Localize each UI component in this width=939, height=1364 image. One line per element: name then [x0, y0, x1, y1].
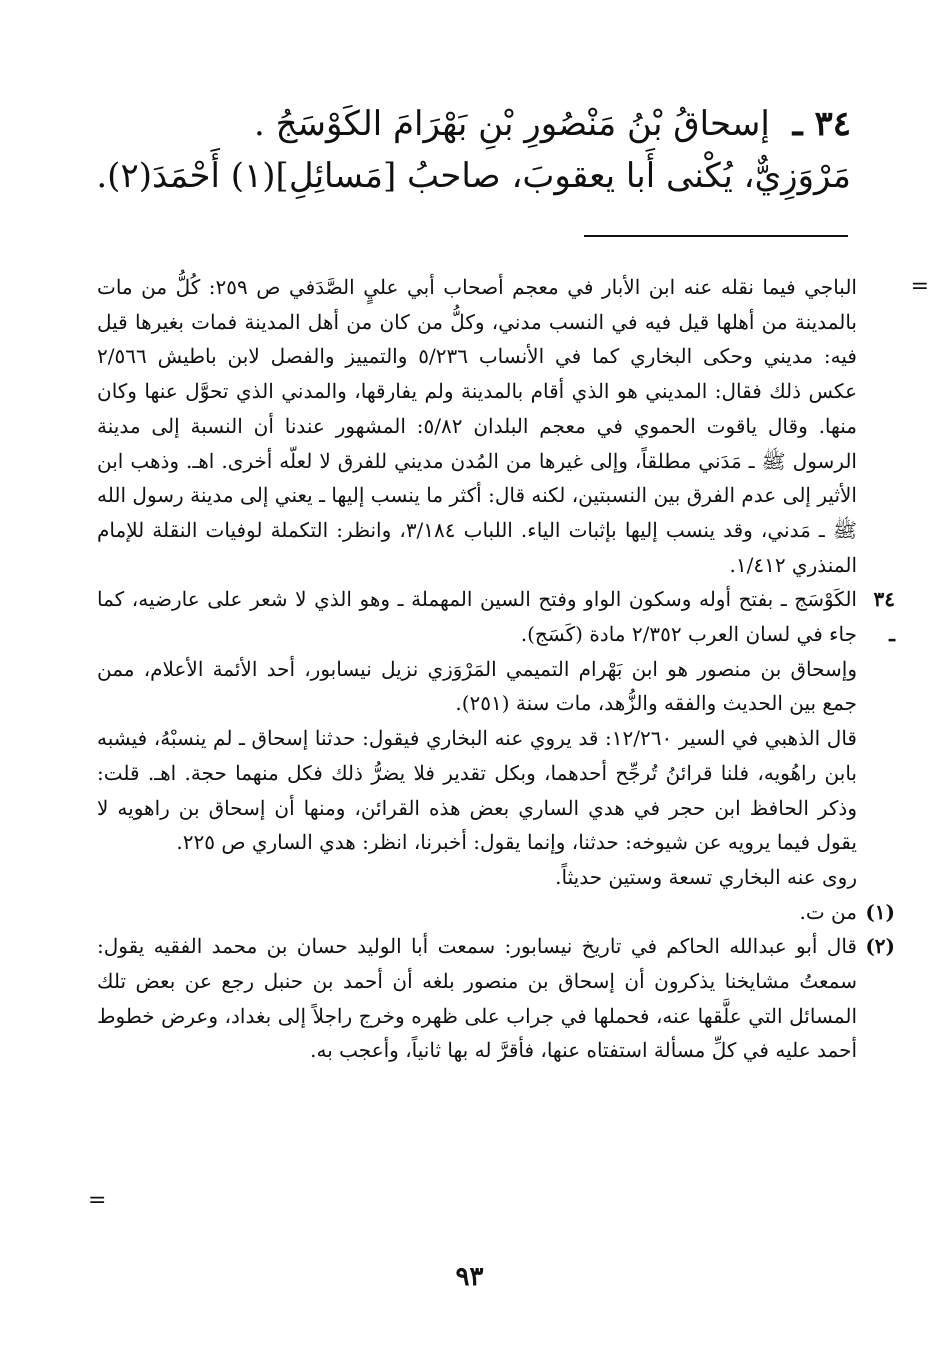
footnote-text: قال أبو عبدالله الحاكم في تاريخ نيسابور: سمعت أبا الوليد حسان بن محمد الفقيه يقول: سمعتُ مشايخنا يذكرون أن إسحاق بن منصور بلغه أن أحمد بن حنبل رجع عن بعض تلك المسائل التي علَّقها عنه، فحملها في جراب على ظهره وخرج راجلاً إلى بغداد، وعرض خطوط أحمد عليه في كلِّ مسألة استفتاه عنها، فأقرَّ له بها ثانياً، وأعجب به.	[97, 934, 857, 1063]
footnote-marker: ٣٤ ـ	[873, 587, 895, 647]
footnote-text: وإسحاق بن منصور هو ابن بَهْرام التميمي المَرْوَزي نزيل نيسابور، أحد الأئمة الأعلام، ممن جمع بين الحديث والفقه والزُّهد، مات سنة (٢٥١).	[97, 656, 857, 716]
end-continuation-mark: =	[88, 1188, 107, 1213]
entry-heading	[91, 98, 851, 202]
footnote-text: من ت.	[799, 899, 857, 924]
footnote-1	[97, 895, 895, 930]
page-number: ٩٣	[455, 1262, 484, 1292]
heading-line-1	[91, 98, 851, 150]
footnote-continued	[97, 270, 929, 582]
footnote-separator	[584, 235, 848, 237]
footnote-text: قال الذهبي في السير ١٢/٢٦٠: قد يروي عنه البخاري فيقول: حدثنا إسحاق ـ لم ينسبْهُ، فيشبه بابن راهُويه، فلنا قرائنُ تُرجِّح أحدهما، وبكل تقدير فلا يضرُّ ذلك فكل منهما حجة. اهـ. قلت: وذكر الحافظ ابن حجر في هدي الساري بعض هذه القرائن، ومنها أن إسحاق بن راهويه لا يقول فيما يرويه عن شيوخه: حدثنا، وإنما يقول: أخبرنا، انظر: هدي الساري ص ٢٢٥.	[97, 726, 857, 855]
continuation-mark: =	[910, 274, 929, 299]
footnote-34	[97, 582, 895, 894]
heading-name: إسحاقُ بْنُ مَنْصُورِ بْنِ بَهْرَامَ الكَوْسَجُ .	[253, 104, 770, 144]
footnotes	[97, 270, 929, 1068]
footnote-text: روى عنه البخاري تسعة وستين حديثاً.	[555, 864, 857, 889]
entry-number: ٣٤ ـ	[792, 104, 851, 144]
footnote-2	[97, 929, 895, 1068]
footnote-text: الباجي فيما نقله عنه ابن الأبار في معجم أصحاب أبي عليٍ الصَّدَفي ص ٢٥٩: كُلُّ من مات بالمدينة من أهلها قيل فيه في النسب مدني، وكلُّ من كان من أهل المدينة فمات بغيرها قيل فيه: مديني وحكى البخاري كما في الأنساب ٥/٢٣٦ والتمييز والفصل لابن باطيش ٢/٥٦٦ عكس ذلك فقال: المديني هو الذي أقام بالمدينة ولم يفارقها، والمدني الذي تحوَّل عنها وكان منها. وقال ياقوت الحموي في معجم البلدان ٥/٨٢: المشهور عندنا أن النسبة إلى مدينة الرسول ﷺ ـ مَدَني مطلقاً، وإلى غيرها من المُدن مديني للفرق لا لعلّه أخرى. اهـ. وذهب ابن الأثير إلى عدم الفرق بين النسبتين، لكنه قال: أكثر ما ينسب إليها ـ يعني إلى مدينة رسول الله ﷺ ـ مَدني، وقد ينسب إليها بإثبات الياء. اللباب ٣/١٨٤، وانظر: التكملة لوفيات النقلة للإمام المنذري ١/٤١٢.	[97, 275, 857, 577]
footnote-marker: (١)	[865, 899, 895, 924]
heading-line-2: مَرْوَزِيٌّ، يُكْنى أَبا يعقوبَ، صاحبُ [مَسائِلِ](١) أَحْمَدَ(٢).	[96, 156, 851, 196]
footnote-text: الكَوْسَج ـ بفتح أوله وسكون الواو وفتح السين المهملة ـ وهو الذي لا شعر على عارضيه، كما جاء في لسان العرب ٢/٣٥٢ مادة (كَسَج).	[97, 587, 857, 647]
footnote-marker: (٢)	[865, 934, 895, 959]
